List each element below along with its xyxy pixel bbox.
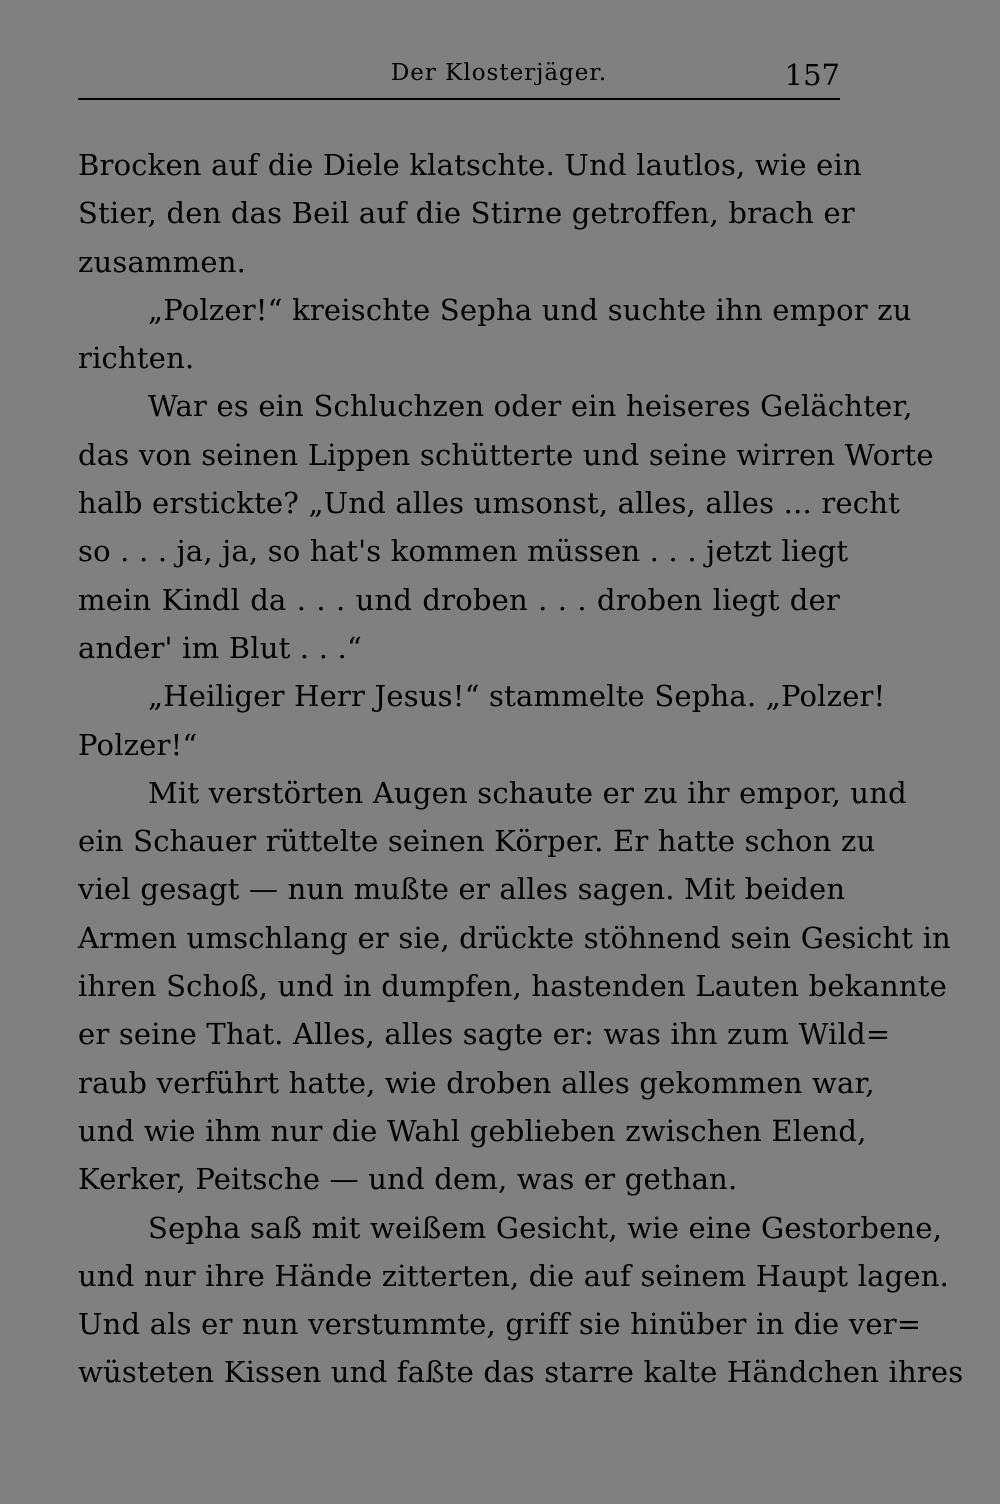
text-line: Kerker, Peitsche — und dem, was er gethan. [78, 1162, 738, 1197]
text-line: Brocken auf die Diele klatschte. Und lautlos, wie ein [78, 148, 862, 182]
body-text [78, 141, 964, 1397]
text-line: Armen umschlang er sie, drückte stöhnend sein Gesicht in [78, 920, 951, 955]
text-line: Stier, den das Beil auf die Stirne getroffen, brach er [78, 196, 855, 231]
text-line: ein Schauer rüttelte seinen Körper. Er hatte schon zu [78, 824, 876, 859]
header-rule [78, 98, 840, 100]
text-line: Und als er nun verstummte, griff sie hinüber in die ver= [78, 1307, 922, 1342]
page-number: 157 [784, 58, 840, 92]
text-line: und wie ihm nur die Wahl geblieben zwischen Elend, [78, 1113, 867, 1148]
text-line: War es ein Schluchzen oder ein heiseres Gelächter, [148, 389, 913, 424]
text-line: so . . . ja, ja, so hat's kommen müssen . . . jetzt liegt [78, 534, 849, 569]
text-line: er seine That. Alles, alles sagte er: was ihn zum Wild= [78, 1017, 891, 1052]
text-line: Sepha saß mit weißem Gesicht, wie eine Gestorbene, [148, 1210, 943, 1245]
text-line: ihren Schoß, und in dumpfen, hastenden Lauten bekannte [78, 969, 948, 1004]
running-title: Der Klosterjäger. [390, 60, 608, 86]
text-line: halb erstickte? „Und alles umsonst, alles, alles ... recht [78, 486, 900, 521]
text-line: und nur ihre Hände zitterten, die auf seinem Haupt lagen. [78, 1258, 950, 1293]
text-line: raub verführt hatte, wie droben alles gekommen war, [78, 1065, 875, 1100]
text-line: das von seinen Lippen schütterte und seine wirren Worte [78, 437, 934, 472]
text-line: richten. [78, 341, 195, 376]
text-line: viel gesagt — nun mußte er alles sagen. Mit beiden [78, 872, 846, 907]
text-line: zusammen. [78, 244, 246, 279]
text-line: „Polzer!“ kreischte Sepha und suchte ihn empor zu [148, 292, 912, 327]
text-line: mein Kindl da . . . und droben . . . droben liegt der [78, 582, 840, 617]
text-line: wüsteten Kissen und faßte das starre kalte Händchen ihres [78, 1355, 964, 1390]
running-head [78, 58, 840, 94]
text-line: „Heiliger Herr Jesus!“ stammelte Sepha. „Polzer! [148, 679, 886, 714]
text-line: ander' im Blut . . .“ [78, 630, 362, 665]
text-line: Polzer!“ [78, 727, 198, 762]
text-line: Mit verstörten Augen schaute er zu ihr empor, und [148, 775, 907, 810]
